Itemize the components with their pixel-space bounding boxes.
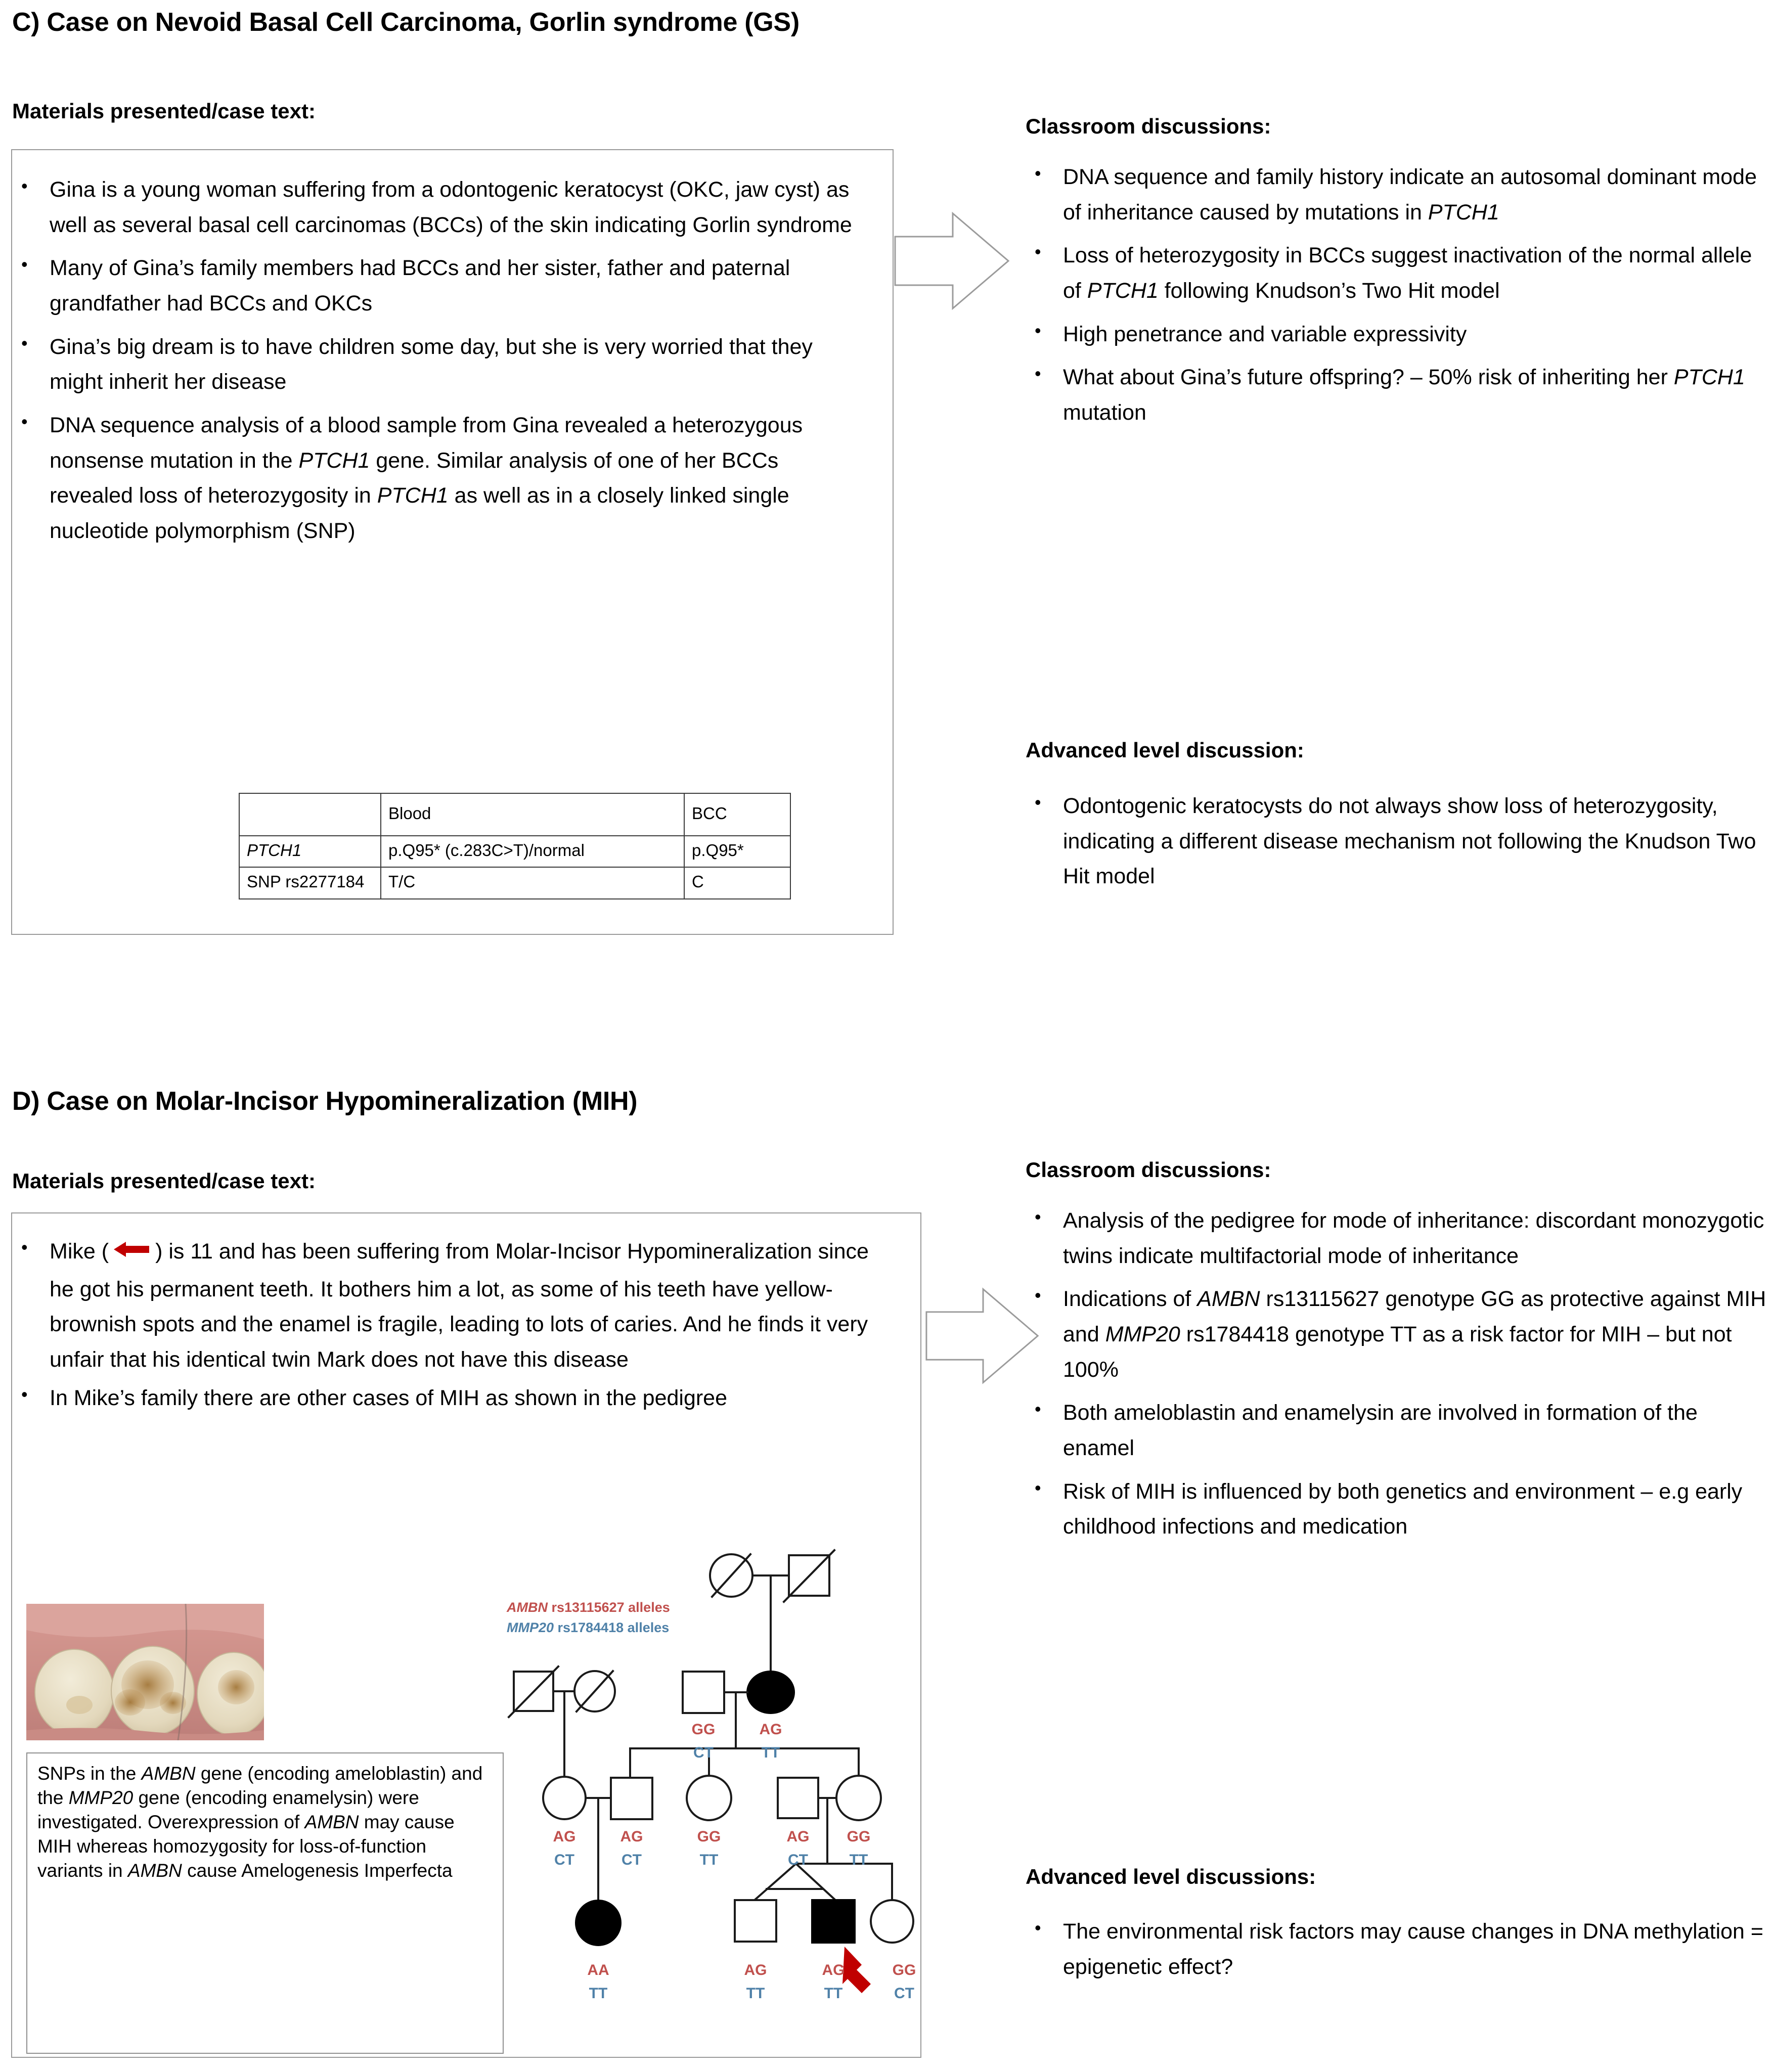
list-item: • Gina is a young woman suffering from a odontogenic keratocyst (OKC, jaw cyst) as well as several basal cell carcinomas (BCCs) of the skin indicating Gorlin syndrome [12, 172, 864, 243]
genotype-mmp20: CT [622, 1852, 642, 1868]
genotype-mmp20: TT [849, 1852, 868, 1868]
section-d-classroom-list [1026, 1203, 1774, 1553]
pedigree-legend-ambn: AMBN rs13115627 alleles [507, 1600, 670, 1615]
section-d-title: D) Case on Molar-Incisor Hypomineralization (MIH) [12, 1087, 638, 1116]
gene-name-ptch1: PTCH1 [377, 483, 449, 508]
dna-bullet-text-3: as well as in a closely linked single nucleotide polymorphism (SNP) [50, 483, 789, 543]
pedigree-genotype-labels [553, 1721, 916, 2002]
gene-name-mmp20: MMP20 [1105, 1322, 1180, 1346]
caption-text-2: gene (encoding ameloblastin) and the [37, 1763, 483, 1809]
table-cell-blood-value: T/C [381, 867, 684, 898]
table-cell-snp-label: SNP rs2277184 [239, 867, 381, 898]
section-d-advanced-list [1026, 1914, 1774, 1993]
genotype-ambn: AG [822, 1962, 845, 1978]
genotype-ambn: AA [587, 1962, 609, 1978]
table-row [239, 867, 790, 898]
section-d-classroom-heading: Classroom discussions: [1026, 1158, 1271, 1182]
bullet-text-cont: mutation [1063, 400, 1146, 425]
section-d-materials-heading: Materials presented/case text: [12, 1169, 316, 1193]
bullet-text: Analysis of the pedigree for mode of inheritance: discordant monozygotic twins indicate multifactorial mode of inheritance [1063, 1208, 1764, 1268]
list-item: • Many of Gina’s family members had BCCs and her sister, father and paternal grandfather had BCCs and OKCs [12, 251, 864, 321]
genotype-mmp20: TT [699, 1852, 719, 1868]
section-c-advanced-list [1026, 789, 1773, 903]
list-item [1026, 238, 1768, 308]
bullet-text: Indications of [1063, 1287, 1197, 1312]
caption-text-1: SNPs in the [37, 1763, 142, 1784]
genotype-table [239, 793, 791, 899]
dna-bullet-text-2: gene. Similar analysis of one of her BCCs revealed loss of heterozygosity in [50, 448, 779, 508]
section-c-classroom-list [1026, 160, 1768, 439]
section-d-advanced-heading: Advanced level discussions: [1026, 1865, 1316, 1888]
genotype-ambn: AG [553, 1828, 576, 1845]
list-item [1026, 1474, 1774, 1545]
bullet-text: High penetrance and variable expressivity [1063, 322, 1467, 346]
list-item [1026, 160, 1768, 230]
table-header-cell-bcc: BCC [684, 793, 790, 836]
list-item [1026, 1282, 1774, 1387]
table-cell-bcc-value: p.Q95* [684, 836, 790, 867]
table-header-cell-blood: Blood [381, 793, 684, 836]
bullet-text-cont: rs13115627 genotype GG as protective against MIH and [1063, 1287, 1766, 1346]
list-item [1026, 360, 1768, 430]
gene-name-ambn: AMBN [127, 1860, 182, 1881]
section-c-advanced-heading: Advanced level discussion: [1026, 738, 1304, 762]
list-item-pedigree: • In Mike’s family there are other cases of MIH as shown in the pedigree [12, 1381, 890, 1416]
list-item-mike [12, 1234, 890, 1378]
bullet-text: Both ameloblastin and enamelysin are involved in formation of the enamel [1063, 1401, 1698, 1460]
table-cell-bcc-value: C [684, 867, 790, 898]
pedigree-chart [505, 1546, 924, 2047]
gene-name-ambn: AMBN [304, 1812, 359, 1833]
right-arrow-connector-icon [893, 198, 1014, 325]
genotype-ambn: GG [892, 1962, 916, 1978]
proband-arrow-icon [842, 1947, 871, 1993]
caption-text-5: cause Amelogenesis Imperfecta [182, 1860, 453, 1881]
list-item: • The environmental risk factors may cause changes in DNA methylation = epigenetic effect? [1026, 1914, 1774, 1985]
gene-name: PTCH1 [1673, 365, 1745, 390]
gene-name-ambn: AMBN [1197, 1287, 1260, 1312]
genotype-ambn: AG [744, 1962, 767, 1978]
section-d-materials-list [12, 1234, 920, 1416]
genotype-mmp20: CT [554, 1852, 574, 1868]
bullet-text: Risk of MIH is influenced by both genetics and environment – e.g early childhood infections and medication [1063, 1479, 1743, 1539]
genotype-mmp20: TT [761, 1744, 780, 1761]
caption-text-3: gene (encoding enamelysin) were investigated. Overexpression of [37, 1787, 419, 1833]
genotype-ambn: AG [620, 1828, 643, 1845]
genotype-ambn: AG [759, 1721, 782, 1738]
section-c-title: C) Case on Nevoid Basal Cell Carcinoma, Gorlin syndrome (GS) [12, 8, 800, 37]
genotype-mmp20: CT [894, 1985, 914, 2002]
left-arrow-icon [114, 1234, 150, 1269]
snp-caption-box [26, 1752, 504, 2054]
mike-text-pre: Mike ( [50, 1239, 109, 1264]
table-cell-blood-value: p.Q95* (c.283C>T)/normal [381, 836, 684, 867]
caption-text-4: may cause MIH whereas homozygosity for loss-of-function variants in [37, 1812, 455, 1881]
table-cell-gene-label: PTCH1 [239, 836, 381, 867]
gene-name: PTCH1 [1087, 278, 1159, 303]
genotype-mmp20: CT [788, 1852, 808, 1868]
genotype-mmp20: CT [693, 1744, 714, 1761]
genotype-ambn: GG [697, 1828, 721, 1845]
list-item [1026, 1395, 1774, 1466]
list-item [1026, 317, 1768, 352]
clinical-photo-teeth [26, 1604, 264, 1740]
section-c-classroom-heading: Classroom discussions: [1026, 114, 1271, 138]
genotype-mmp20: TT [589, 1985, 608, 2002]
table-row [239, 836, 790, 867]
table-header-row [239, 793, 790, 836]
genotype-ambn: GG [847, 1828, 871, 1845]
genotype-mmp20: TT [746, 1985, 765, 2002]
bullet-text-end: rs1784418 genotype TT as a risk factor for MIH – but not 100% [1063, 1322, 1732, 1382]
list-item: • Gina’s big dream is to have children some day, but she is very worried that they might inherit her disease [12, 330, 864, 400]
genotype-ambn: AG [786, 1828, 810, 1845]
pedigree-legend-mmp20: MMP20 rs1784418 alleles [507, 1620, 670, 1635]
bullet-text: What about Gina’s future offspring? – 50% risk of inheriting her [1063, 365, 1674, 390]
list-item [1026, 1203, 1774, 1274]
bullet-text: DNA sequence and family history indicate an autosomal dominant mode of inheritance caused by mutations in [1063, 165, 1757, 224]
bullet-text: Loss of heterozygosity in BCCs suggest inactivation of the normal allele of [1063, 243, 1752, 303]
table-header-cell-blank [239, 793, 381, 836]
list-item-dna-analysis [12, 408, 864, 549]
gene-name-mmp20: MMP20 [68, 1787, 134, 1809]
genotype-ambn: GG [691, 1721, 716, 1738]
dna-bullet-text-1: DNA sequence analysis of a blood sample from Gina revealed a heterozygous nonsense mutation in the [50, 413, 803, 473]
bullet-text-cont: following Knudson’s Two Hit model [1158, 278, 1500, 303]
gene-name-ambn: AMBN [141, 1763, 196, 1784]
gene-name-ptch1: PTCH1 [298, 448, 370, 473]
section-c-materials-heading: Materials presented/case text: [12, 99, 316, 123]
gene-name: PTCH1 [1428, 200, 1499, 224]
mike-text-post: ) is 11 and has been suffering from Molar-Incisor Hypomineralization since he got his permanent teeth. It bothers him a lot, as some of his teeth have yellow-brownish spots and the enamel is fragile, leading to lots of caries. And he finds it very unfair that his identical twin Mark does not have this disease [50, 1239, 869, 1372]
list-item: • Odontogenic keratocysts do not always show loss of heterozygosity, indicating a different disease mechanism not following the Knudson Two Hit model [1026, 789, 1773, 894]
section-c-materials-list [12, 172, 893, 549]
genotype-mmp20: TT [824, 1985, 843, 2002]
